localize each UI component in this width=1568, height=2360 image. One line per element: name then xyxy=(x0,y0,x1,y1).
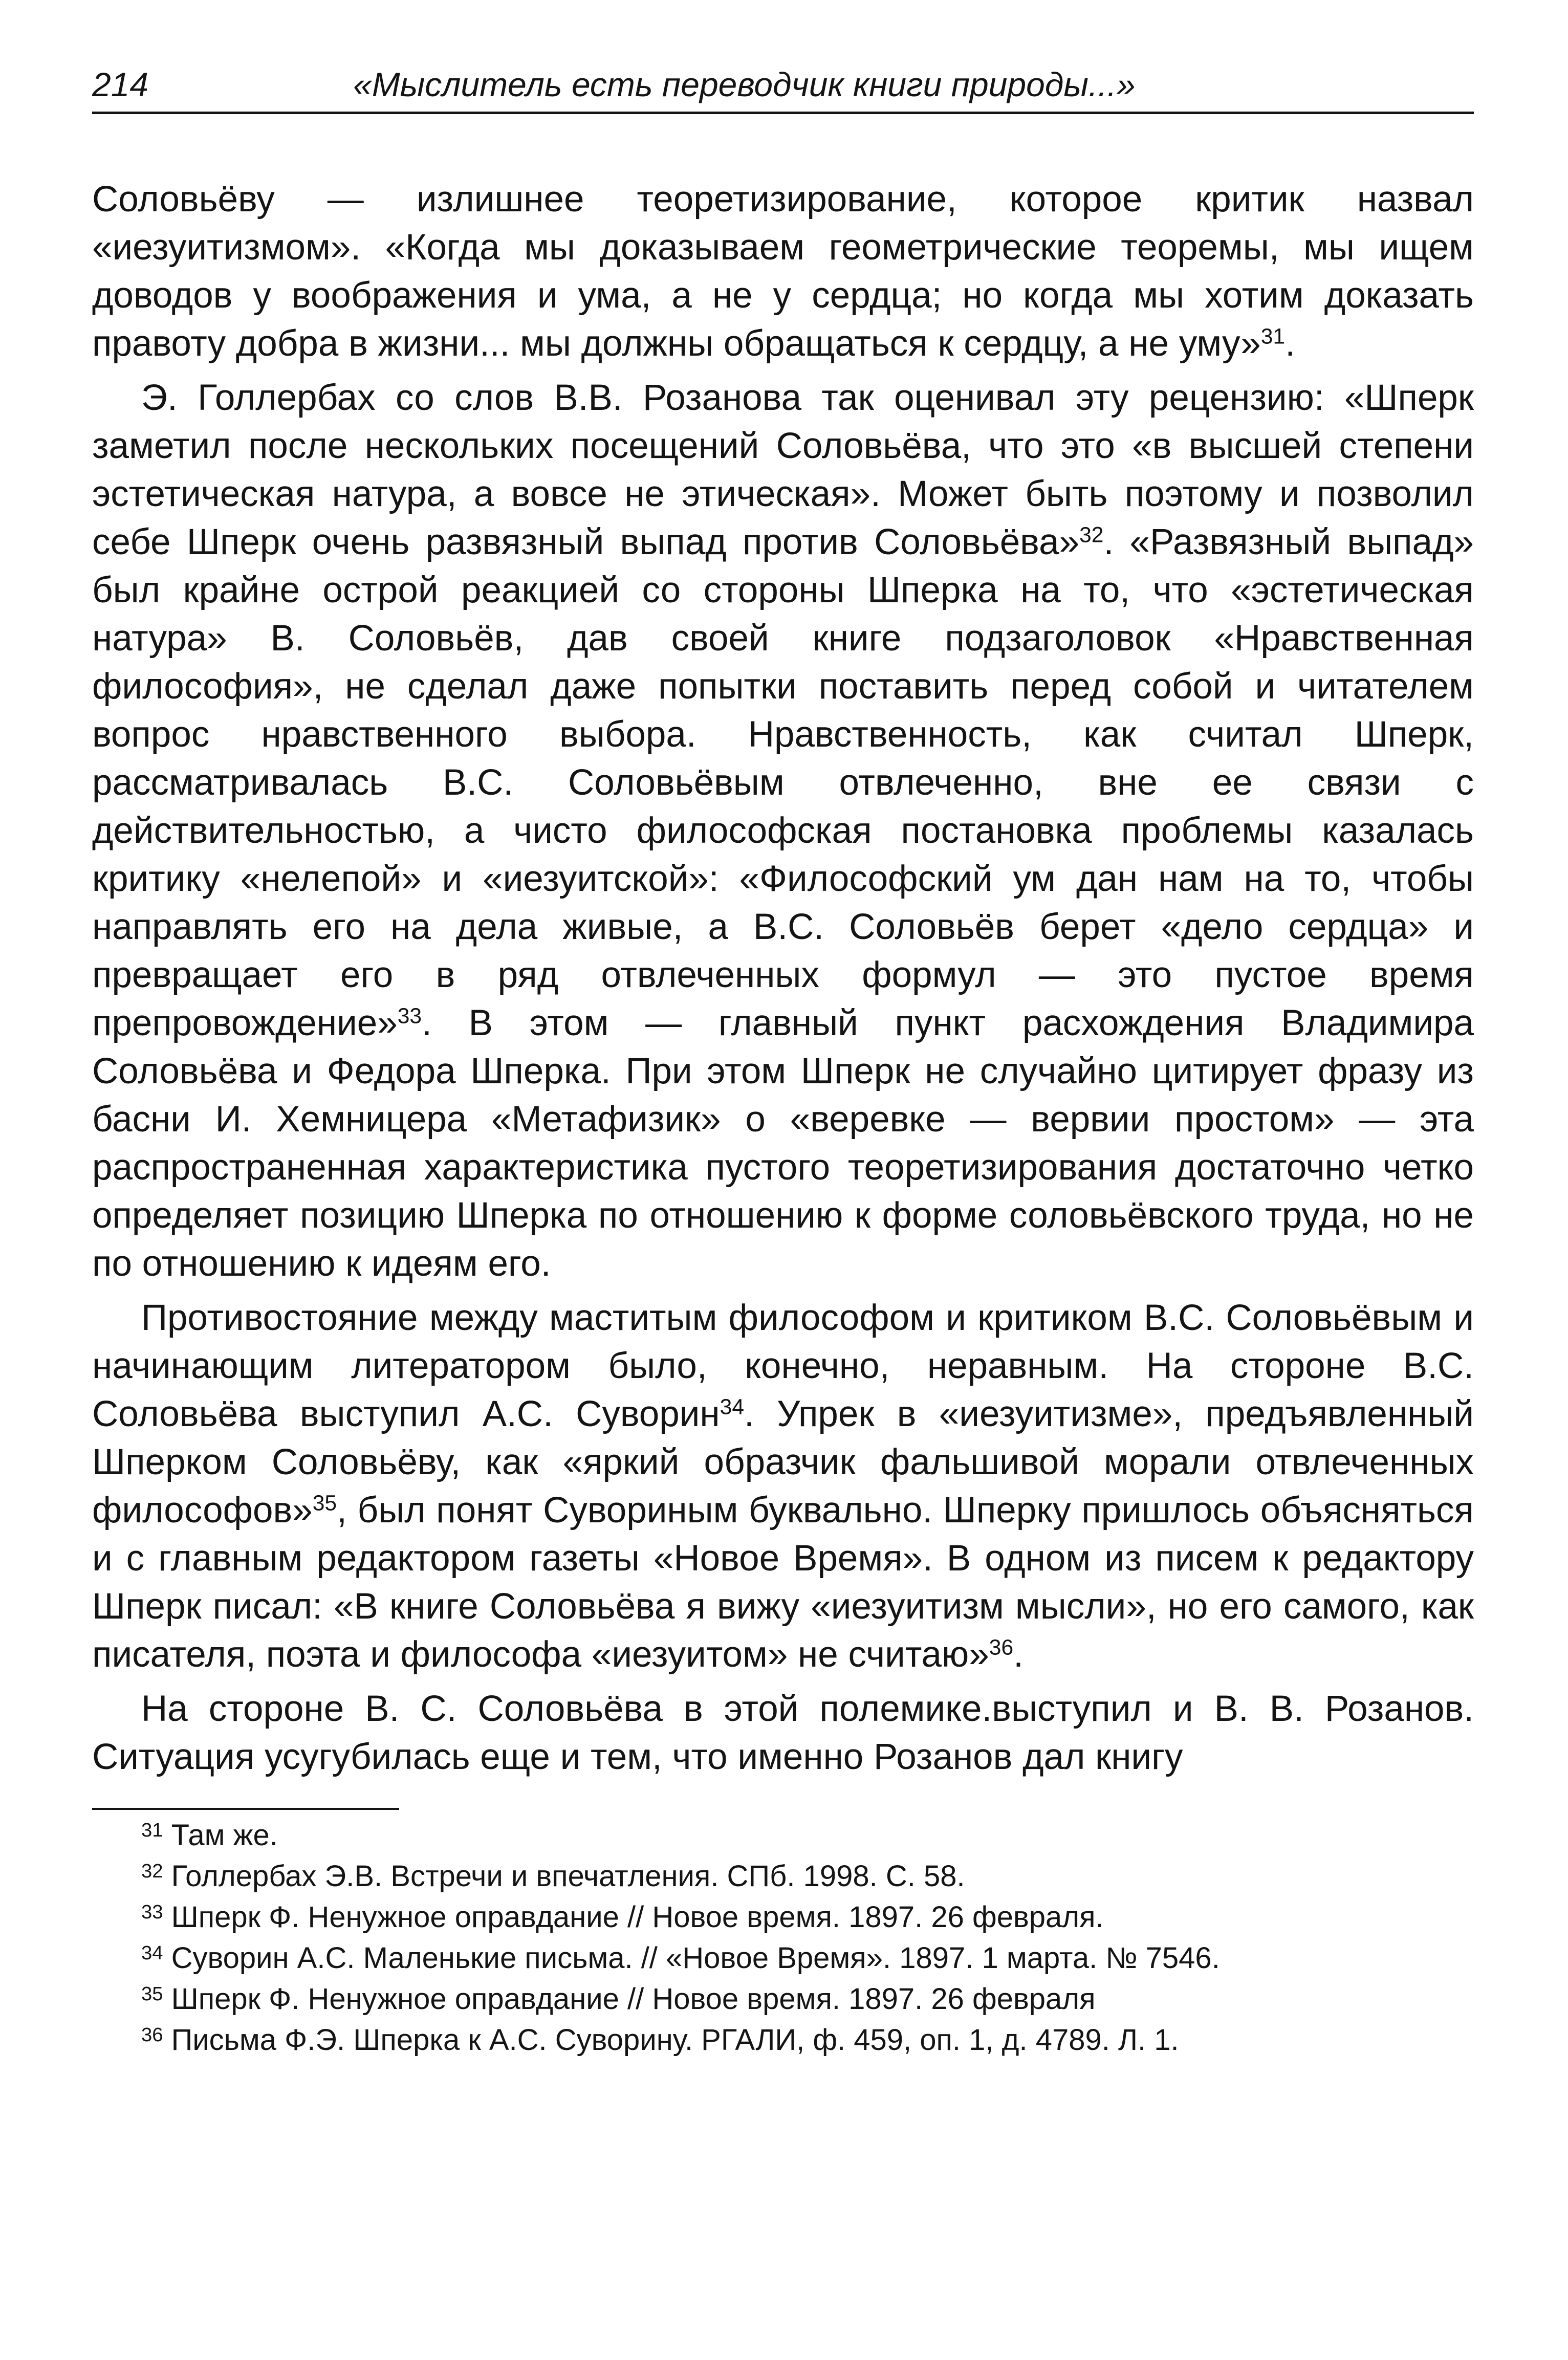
text-run: . xyxy=(1285,323,1295,364)
main-text xyxy=(92,176,1474,1781)
paragraph xyxy=(92,176,1474,368)
text-run: . Упрек в «иезуитизме», предъявленный Шперком Соловьёву, как «яркий образчик фальшивой морали отвлеченных философов» xyxy=(92,1394,1474,1531)
text-run: Соловьёву — излишнее теоретизирование, которое критик назвал «иезуитизмом». «Когда мы доказываем геометрические теоремы, мы ищем доводов у воображения и ума, а не у сердца; но когда мы хотим доказать правоту добра в жизни... мы должны обращаться к сердцу, а не уму» xyxy=(92,179,1474,364)
footnote-number: 33 xyxy=(141,1900,163,1923)
footnote-separator xyxy=(92,1808,399,1810)
running-title: «Мыслитель есть переводчик книги природы...» xyxy=(353,65,1136,103)
text-run: Э. Голлербах со слов В.В. Розанова так оценивал эту рецензию: «Шперк заметил после нескольких посещений Соловьёва, что это «в высшей степени эстетическая натура, а вовсе не этическая». Может быть поэтому и позволил себе Шперк очень развязный выпад против Соловьёва» xyxy=(92,378,1474,562)
footnote-text: Шперк Ф. Ненужное оправдание // Новое время. 1897. 26 февраля. xyxy=(171,1900,1104,1934)
footnote xyxy=(92,1856,1474,1897)
footnote-text: Там же. xyxy=(171,1819,278,1852)
footnote-text: Суворин А.С. Маленькие письма. // «Новое Время». 1897. 1 марта. № 7546. xyxy=(171,1941,1220,1975)
footnote-reference: 35 xyxy=(312,1491,337,1516)
footnote-reference: 32 xyxy=(1079,522,1104,548)
footnote-reference: 31 xyxy=(1260,324,1286,349)
footnote-number: 36 xyxy=(141,2023,163,2046)
text-run: Противостояние между маститым философом и критиком В.С. Соловьёвым и начинающим литератором было, конечно, неравным. На стороне В.С. Соловьёва выступил А.С. Суворин xyxy=(92,1298,1474,1434)
footnote-text: Письма Ф.Э. Шперка к А.С. Суворину. РГАЛИ, ф. 459, оп. 1, д. 4789. Л. 1. xyxy=(171,2023,1179,2057)
text-run: , был понят Сувориным буквально. Шперку пришлось объясняться и с главным редактором газеты «Новое Время». В одном из писем к редактору Шперк писал: «В книге Соловьёва я вижу «иезуитизм мысли», но его самого, как писателя, поэта и философа «иезуитом» не считаю» xyxy=(92,1490,1474,1675)
footnote-text: Шперк Ф. Ненужное оправдание // Новое время. 1897. 26 февраля xyxy=(171,1982,1096,2016)
paragraph xyxy=(92,1685,1474,1781)
footnote xyxy=(92,1815,1474,1856)
book-page xyxy=(92,61,1474,2061)
footnote-reference: 34 xyxy=(720,1394,745,1419)
running-header xyxy=(92,61,1474,114)
text-run: . xyxy=(1013,1634,1023,1675)
footnote xyxy=(92,1979,1474,2020)
footnote-number: 35 xyxy=(141,1982,163,2005)
footnote-text: Голлербах Э.В. Встречи и впечатления. СПб. 1998. С. 58. xyxy=(171,1860,965,1893)
footnote xyxy=(92,2020,1474,2061)
footnote-reference: 36 xyxy=(989,1635,1014,1660)
text-run: . В этом — главный пункт расхождения Владимира Соловьёва и Федора Шперка. При этом Шперк не случайно цитирует фразу из басни И. Хемницера «Метафизик» о «веревке — вервии простом» — эта распространенная характеристика пустого теоретизирования достаточно четко определяет позицию Шперка по отношению к форме соловьёвского труда, но не по отношению к идеям его. xyxy=(92,1003,1474,1284)
footnote xyxy=(92,1938,1474,1979)
footnotes xyxy=(92,1815,1474,2061)
paragraph xyxy=(92,1294,1474,1679)
paragraph xyxy=(92,374,1474,1288)
footnote-number: 32 xyxy=(141,1860,163,1882)
text-run: . «Развязный выпад» был крайне острой реакцией со стороны Шперка на то, что «эстетическая натура» В. Соловьёв, дав своей книге подзаголовок «Нравственная философия», не сделал даже попытки поставить перед собой и читателем вопрос нравственного выбора. Нравственность, как считал Шперк, рассматривалась В.С. Соловьёвым отвлеченно, вне ее связи с действительностью, а чисто философская постановка проблемы казалась критику «нелепой» и «иезуитской»: «Философский ум дан нам на то, чтобы направлять его на дела живые, а В.С. Соловьёв берет «дело сердца» и превращает его в ряд отвлеченных формул — это пустое время препровождение» xyxy=(92,522,1474,1043)
footnote-number: 31 xyxy=(141,1819,163,1841)
footnote-reference: 33 xyxy=(397,1003,422,1029)
footnote-number: 34 xyxy=(141,1941,163,1964)
text-run: На стороне В. С. Соловьёва в этой полемике.выступил и В. В. Розанов. Ситуация усугубилась еще и тем, что именно Розанов дал книгу xyxy=(92,1689,1474,1777)
footnote xyxy=(92,1897,1474,1938)
page-number: 214 xyxy=(92,65,149,103)
